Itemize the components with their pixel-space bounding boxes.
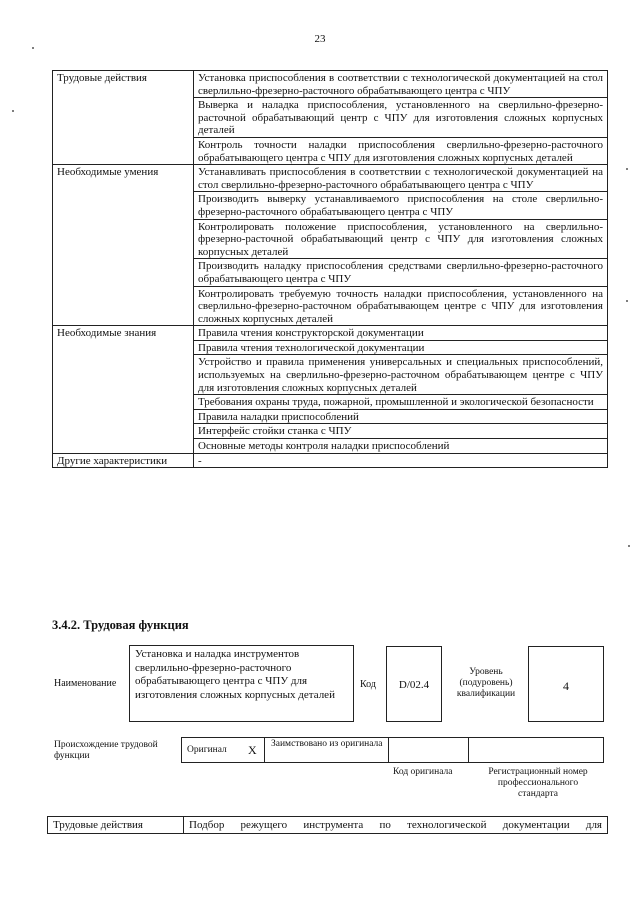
original-box bbox=[181, 737, 265, 763]
level-value: 4 bbox=[563, 679, 569, 693]
code-value: D/02.4 bbox=[398, 679, 430, 691]
table-cell: Контролировать положение приспособления, установленного на сверлильно-фрезерно-расточной обрабатывающий центр с ЧПУ для изготовления сложных корпусных деталей bbox=[194, 219, 608, 259]
level-box bbox=[528, 646, 604, 722]
function-name-value: Установка и наладка инструментов сверлильно-фрезерно-расточного обрабатывающего центра с ЧПУ для изготовления сложных корпусных деталей bbox=[135, 648, 335, 701]
table-cell: Правила наладки приспособлений bbox=[194, 409, 608, 424]
table-cell: Правила чтения технологической документации bbox=[194, 340, 608, 355]
table-cell: Требования охраны труда, пожарной, промышленной и экологической безопасности bbox=[194, 395, 608, 410]
labor-actions-label: Трудовые действия bbox=[48, 817, 184, 834]
scan-speck bbox=[626, 300, 628, 302]
table-cell: Контролировать требуемую точность наладки приспособления, установленного на сверлильно-фрезерно-расточном обрабатывающем центре с ЧПУ для изготовления сложных корпусных деталей bbox=[194, 286, 608, 326]
name-label: Наименование bbox=[54, 678, 117, 689]
table-row bbox=[48, 817, 608, 834]
table-cell: Устройство и правила применения универсальных и специальных приспособлений, используемых на сверлильно-фрезерно-расточном обрабатывающем центре с ЧПУ для изготовления сложных корпусных деталей bbox=[194, 355, 608, 395]
table-cell: Производить выверку устанавливаемого приспособления на столе сверлильно-фрезерно-расточного обрабатывающего центра с ЧПУ bbox=[194, 192, 608, 219]
table-row bbox=[53, 165, 608, 192]
scan-speck bbox=[626, 168, 628, 170]
competency-table bbox=[52, 70, 608, 468]
table-cell: Интерфейс стойки станка с ЧПУ bbox=[194, 424, 608, 439]
section-label: Необходимые знания bbox=[53, 326, 194, 453]
section-label: Трудовые действия bbox=[53, 71, 194, 165]
code-label: Код bbox=[360, 679, 376, 690]
table-cell: - bbox=[194, 453, 608, 468]
scan-speck bbox=[628, 545, 630, 547]
table-cell: Выверка и наладка приспособления, установленного на сверлильно-фрезерно-расточной обрабатывающий центр с ЧПУ для изготовления сложных корпусных деталей bbox=[194, 98, 608, 138]
section-label: Необходимые умения bbox=[53, 165, 194, 326]
code-original-label: Код оригинала bbox=[393, 767, 453, 777]
labor-actions-item: Подбор режущего инструмента по технологической документации для bbox=[184, 817, 608, 834]
scan-speck bbox=[12, 110, 14, 112]
table-row bbox=[53, 326, 608, 341]
table-cell: Правила чтения конструкторской документации bbox=[194, 326, 608, 341]
table-cell: Производить наладку приспособления средствами сверлильно-фрезерно-расточного обрабатывающего центра с ЧПУ bbox=[194, 259, 608, 286]
original-label: Оригинал bbox=[187, 745, 227, 755]
code-box bbox=[386, 646, 442, 722]
table-cell: Контроль точности наладки приспособления сверлильно-фрезерно-расточного обрабатывающего центра с ЧПУ для изготовления сложных корпусных деталей bbox=[194, 137, 608, 164]
borrowed-box bbox=[264, 737, 389, 763]
original-mark: X bbox=[248, 743, 257, 757]
table-cell: Основные методы контроля наладки приспособлений bbox=[194, 439, 608, 454]
table-cell: Устанавливать приспособления в соответствии с технологической документацией на стол сверлильно-фрезерно-расточного обрабатывающего центра с ЧПУ bbox=[194, 165, 608, 192]
section-label: Другие характеристики bbox=[53, 453, 194, 468]
table-row bbox=[53, 453, 608, 468]
scan-speck bbox=[32, 47, 34, 49]
table-row bbox=[53, 71, 608, 98]
page-number: 23 bbox=[314, 33, 326, 45]
origin-label: Происхождение трудовой функции bbox=[54, 740, 158, 761]
reg-number-label: Регистрационный номер профессионального стандарта bbox=[488, 767, 588, 799]
section-title: 3.4.2. Трудовая функция bbox=[52, 618, 189, 632]
reg-number-box bbox=[468, 737, 604, 763]
function-name-box bbox=[129, 645, 354, 722]
table-cell: Установка приспособления в соответствии с технологической документацией на стол сверлильно-фрезерно-расточного обрабатывающего центра с ЧПУ bbox=[194, 71, 608, 98]
borrowed-label: Заимствовано из оригинала bbox=[271, 739, 383, 749]
labor-actions-table bbox=[47, 816, 608, 834]
code-original-box bbox=[388, 737, 469, 763]
level-label: Уровень (подуровень) квалификации bbox=[456, 667, 516, 699]
